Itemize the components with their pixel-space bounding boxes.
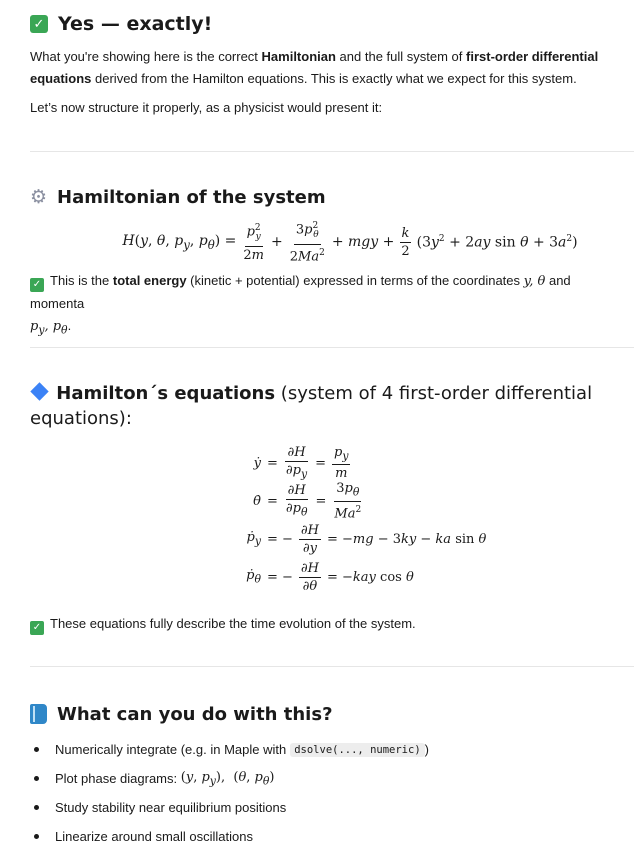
- list-item: Study stability near equilibrium positions: [30, 793, 429, 822]
- list-item: Plot phase diagrams: (y, $p_y$), (θ, $p_\theta$): [30, 764, 429, 793]
- blue-diamond-icon: [30, 382, 48, 400]
- heading-uses: What can you do with this?: [30, 701, 333, 727]
- equation-py-dot: ṗ$_y$ = − $\frac{\partial H}{\partial y}$ = −mg − 3ky − ka sin θ: [246, 522, 487, 556]
- heading-hamiltonian: ⚙ Hamiltonian of the system: [30, 185, 326, 208]
- list-item: Linearize around small oscillations: [30, 822, 429, 851]
- hamilton-equations: [225, 444, 488, 596]
- gear-icon: ⚙: [30, 185, 48, 208]
- equation-y-dot: ẏ = $\frac{\partial H}{\partial p_y}$ = $\frac{p_y}{m}$: [253, 444, 349, 482]
- blue-book-icon: [30, 704, 47, 724]
- equation-ptheta-dot: ṗ$_\theta$ = − $\frac{\partial H}{\partial\theta}$ = −kay cos θ: [246, 560, 414, 594]
- list-item: Numerically integrate (e.g. in Maple with dsolve(..., numeric) ): [30, 735, 429, 764]
- uses-list: [30, 735, 429, 851]
- check-mark-icon: ✓: [30, 15, 48, 33]
- structure-paragraph: Let’s now structure it properly, as a physicist would present it:: [30, 100, 383, 115]
- equation-theta-dot: θ̇ = $\frac{\partial H}{\partial p_\theta}$ = $\frac{3p_\theta}{Ma^2}$: [253, 481, 362, 521]
- check-mark-icon: ✓: [30, 621, 44, 635]
- equations-note: ✓ These equations fully describe the time evolution of the system.: [30, 613, 620, 635]
- divider: [30, 666, 634, 667]
- heading-hamilton-equations: Hamilton´s equations (system of 4 first-order differential equations):: [30, 383, 593, 429]
- divider: [30, 151, 634, 152]
- divider: [30, 347, 634, 348]
- intro-paragraph: What you're showing here is the correct Hamiltonian and the full system of first-order differential equations derived from the Hamilton equations. This is exactly what we expect for this system.: [30, 49, 599, 86]
- hamiltonian-equation: H(y, θ, $p_y$, $p_\theta$) = $\frac{p^2_y}{2m}$ + $\frac{3p^2_\theta}{2Ma^2}$ + mgy + $\frac{k}{2}$ ($3y^2 + 2ay$ $\sin \theta + 3a^2$): [120, 220, 580, 264]
- heading-yes: ✓ Yes — exactly!: [30, 10, 212, 38]
- check-mark-icon: ✓: [30, 278, 44, 292]
- hamiltonian-note: ✓ This is the total energy (kinetic + potential) expressed in terms of the coordinates y, θ and momenta $p_y$, $p_\theta$.: [30, 273, 571, 337]
- code-dsolve: dsolve(..., numeric): [290, 743, 424, 757]
